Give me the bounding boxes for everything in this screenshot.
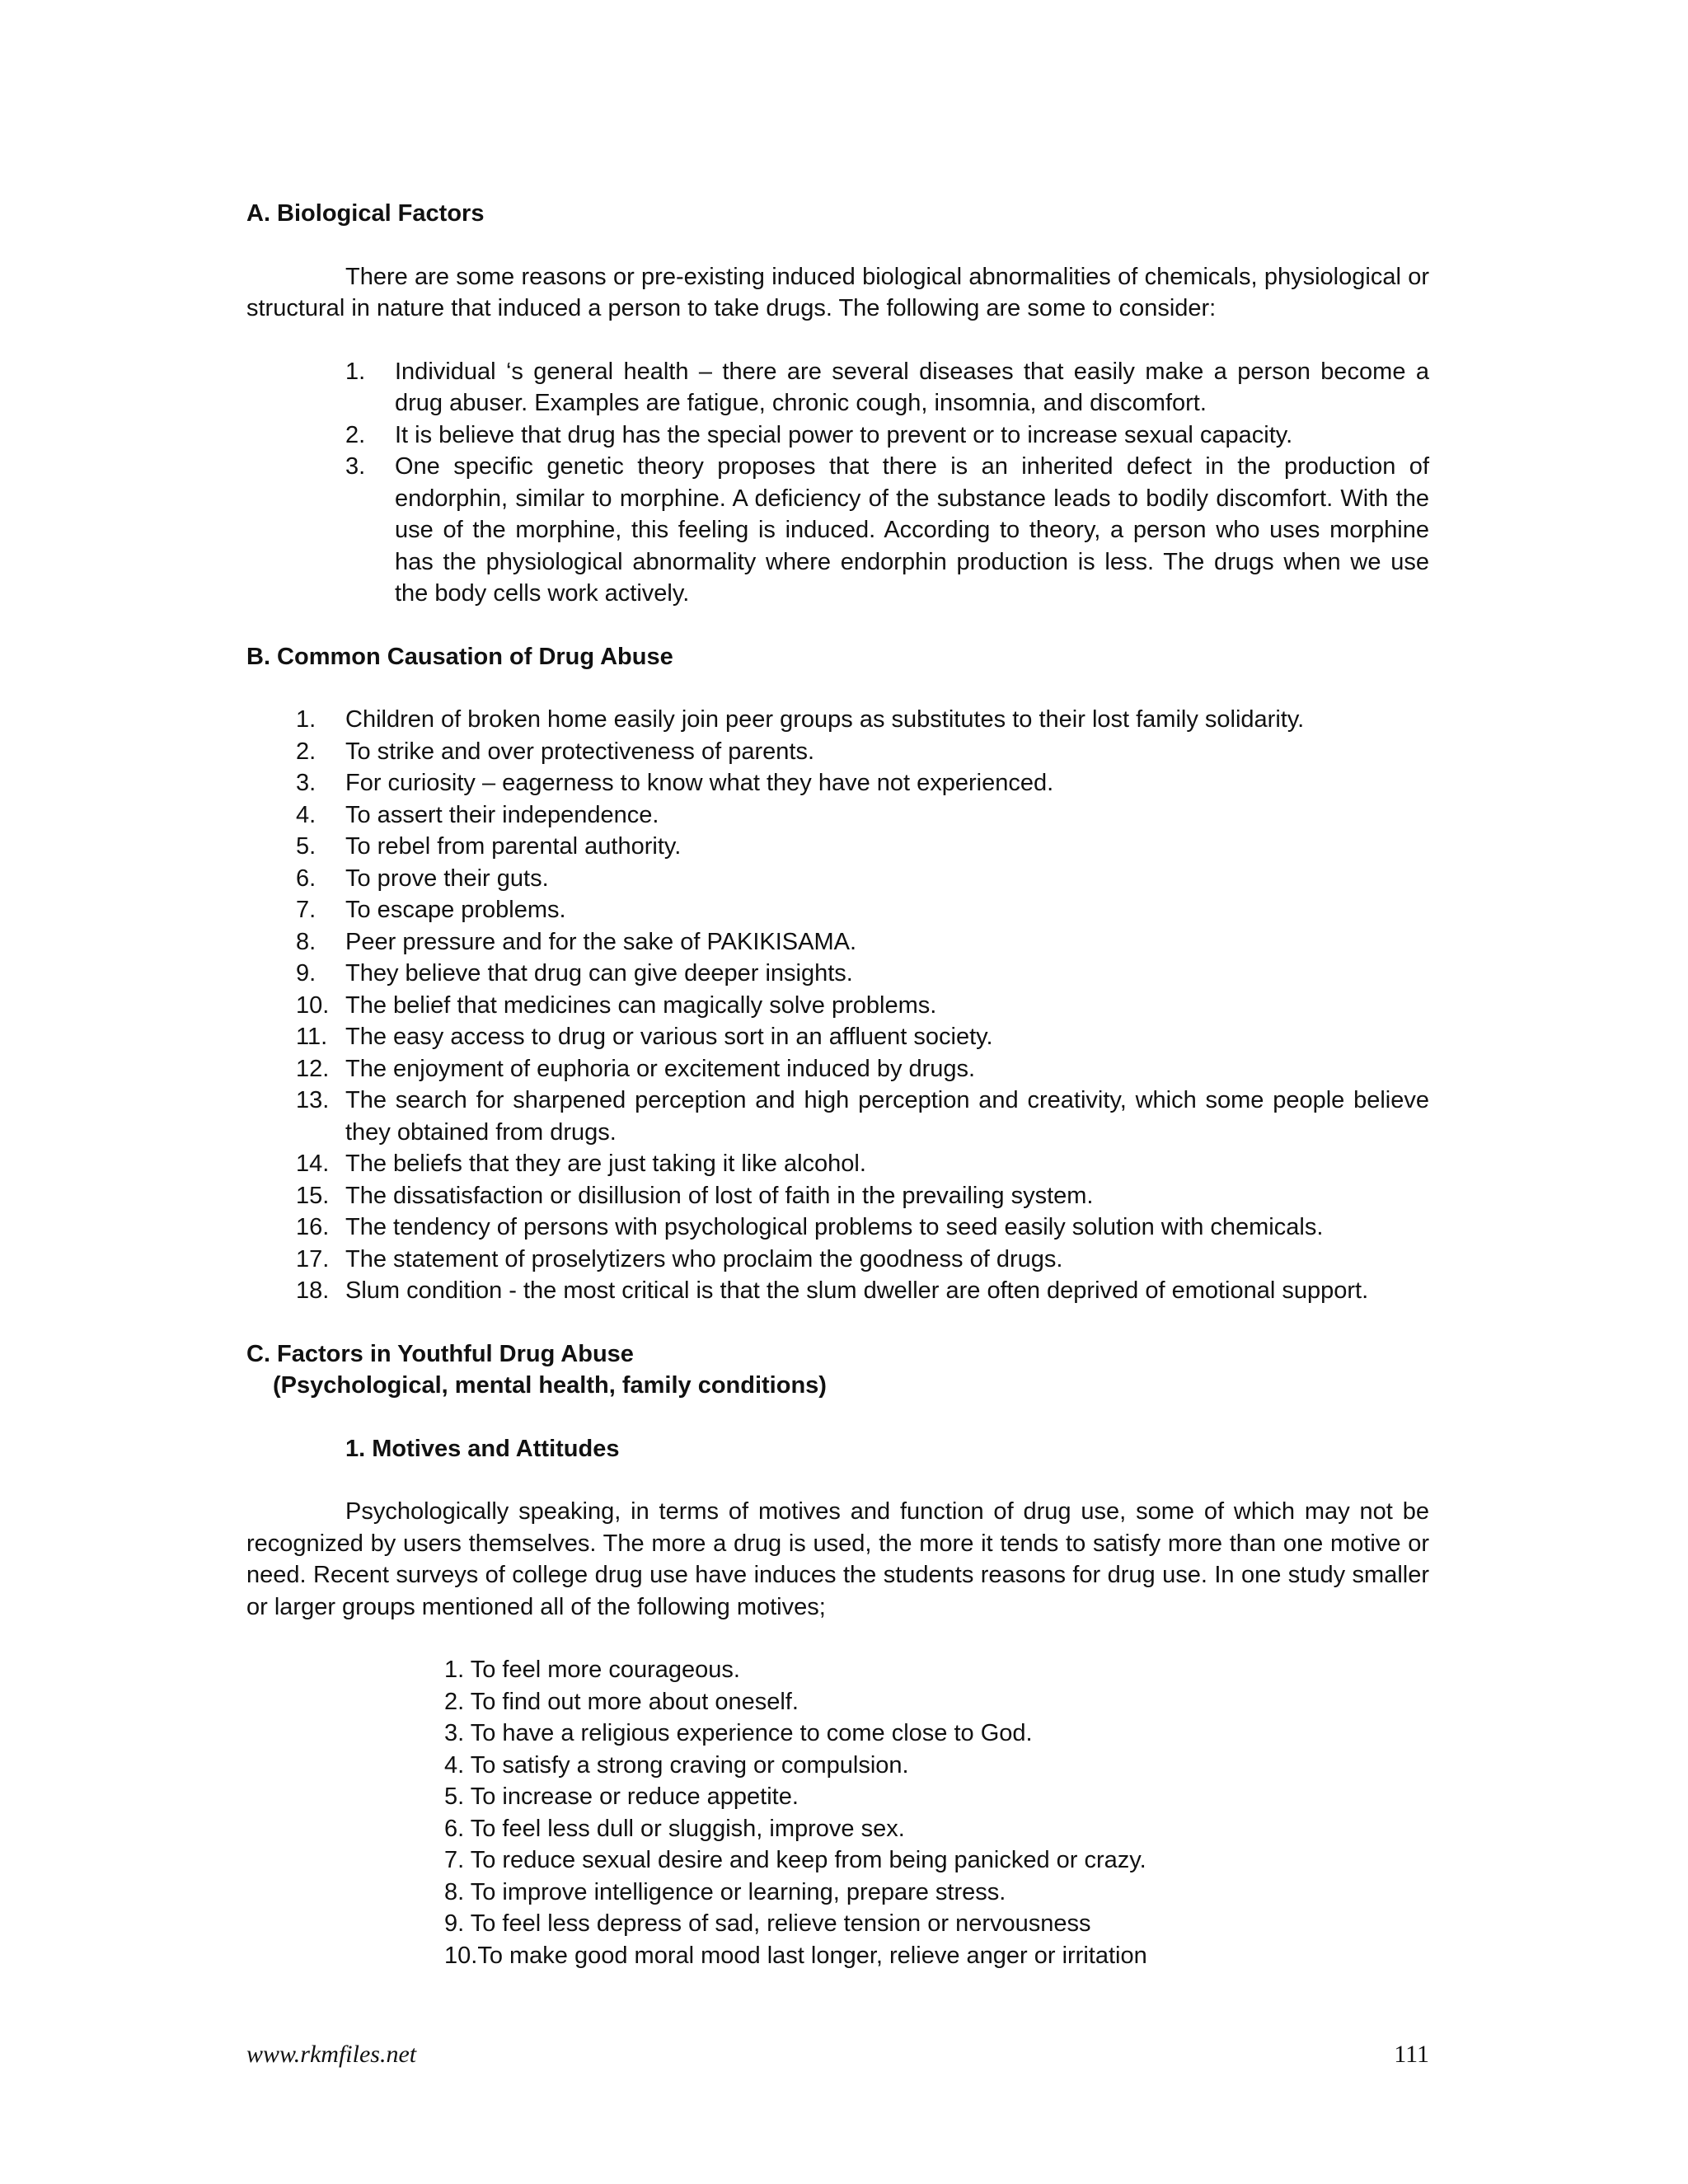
list-number: 1. (345, 358, 366, 385)
list-text: To strike and over protectiveness of parents. (345, 738, 815, 765)
list-number: 2. (296, 738, 316, 765)
list-text: It is believe that drug has the special power to prevent or to increase sexual capacity. (395, 421, 1293, 448)
list-item (296, 1244, 1429, 1276)
list-number: 18. (296, 1277, 330, 1304)
list-item (296, 799, 1429, 832)
motives-heading: 1. Motives and Attitudes (345, 1435, 620, 1462)
list-number: 16. (296, 1214, 330, 1240)
list-number: 10. (296, 991, 330, 1019)
list-item: 8. To improve intelligence or learning, prepare stress. (444, 1878, 1006, 1905)
list-item: 6. To feel less dull or sluggish, improve sex. (444, 1815, 905, 1842)
list-item (296, 958, 1429, 990)
list-text: For curiosity – eagerness to know what they have not experienced. (345, 770, 1054, 796)
list-text: They believe that drug can give deeper insights. (345, 960, 853, 987)
list-number: 1. (296, 706, 316, 733)
section-b-heading: B. Common Causation of Drug Abuse (246, 643, 673, 670)
list-item (296, 863, 1429, 895)
list-text: Children of broken home easily join peer groups as substitutes to their lost family solidarity. (345, 706, 1305, 733)
list-item (296, 1085, 1429, 1148)
list-item (296, 1275, 1429, 1307)
list-number: 9. (296, 960, 316, 987)
list-item: 5. To increase or reduce appetite. (444, 1783, 799, 1810)
list-number: 17. (296, 1245, 330, 1272)
list-text: Individual ‘s general health – there are several diseases that easily make a person become a drug abuser. Examples are fatigue, chronic cough, insomnia, and discomfort. (395, 358, 1429, 416)
list-text: The statement of proselytizers who proclaim the goodness of drugs. (345, 1245, 1063, 1272)
list-text: The belief that medicines can magically solve problems. (345, 991, 937, 1019)
list-item (296, 990, 1429, 1022)
list-text: To assert their independence. (345, 801, 659, 828)
motives-list (246, 1654, 1429, 1971)
list-number: 5. (296, 833, 316, 860)
list-text: Peer pressure and for the sake of PAKIKISAMA. (345, 928, 857, 955)
section-a-list (246, 356, 1429, 610)
list-item (296, 1053, 1429, 1085)
section-a-intro: There are some reasons or pre-existing induced biological abnormalities of chemicals, physiological or structural in nature that induced a person to take drugs. The following are some to consider: (246, 263, 1429, 321)
section-a-heading: A. Biological Factors (246, 200, 485, 227)
list-item: 1. To feel more courageous. (444, 1657, 740, 1683)
list-text: The search for sharpened perception and high perception and creativity, which some people believe they obtained from drugs. (345, 1087, 1429, 1146)
list-number: 14. (296, 1151, 330, 1177)
list-item (296, 926, 1429, 958)
list-item (345, 419, 1429, 452)
section-b-list (246, 704, 1429, 1307)
list-number: 8. (296, 928, 316, 955)
list-text: One specific genetic theory proposes that there is an inherited defect in the production of endorphin, similar to morphine. A deficiency of the substance leads to bodily discomfort. With the use of the morphine, this feeling is induced. According to theory, a person who uses morphine has the physiological abnormality where endorphin production is less. The drugs when we use the body cells work actively. (395, 453, 1429, 607)
list-number: 7. (296, 897, 316, 923)
list-number: 3. (345, 453, 366, 480)
list-item: 9. To feel less depress of sad, relieve tension or nervousness (444, 1910, 1091, 1937)
footer-website: www.rkmfiles.net (246, 2041, 417, 2068)
list-item (296, 1021, 1429, 1053)
list-item: 7. To reduce sexual desire and keep from being panicked or crazy. (444, 1847, 1146, 1873)
list-item (296, 1148, 1429, 1180)
list-item: 3. To have a religious experience to come close to God. (444, 1720, 1033, 1746)
list-number: 15. (296, 1182, 330, 1209)
page-footer (246, 2039, 1429, 2071)
list-item: 4. To satisfy a strong craving or compulsion. (444, 1751, 909, 1779)
page-number: 111 (1394, 2041, 1429, 2068)
list-number: 2. (345, 421, 366, 448)
list-item (296, 831, 1429, 863)
list-number: 3. (296, 770, 316, 796)
list-item (345, 356, 1429, 419)
list-number: 4. (296, 801, 316, 828)
list-text: The dissatisfaction or disillusion of lost of faith in the prevailing system. (345, 1182, 1094, 1209)
list-text: Slum condition - the most critical is that the slum dweller are often deprived of emotional support. (345, 1277, 1369, 1304)
list-text: The tendency of persons with psychological problems to seed easily solution with chemicals. (345, 1214, 1324, 1240)
section-c-subheading: (Psychological, mental health, family conditions) (273, 1372, 827, 1399)
list-item: 2. To find out more about oneself. (444, 1688, 799, 1715)
list-item (296, 767, 1429, 799)
list-item (296, 1212, 1429, 1244)
list-text: To prove their guts. (345, 865, 549, 892)
list-item (296, 894, 1429, 926)
list-item (345, 451, 1429, 610)
list-number: 12. (296, 1055, 330, 1082)
section-c-intro: Psychologically speaking, in terms of motives and function of drug use, some of which may not be recognized by users themselves. The more a drug is used, the more it tends to satisfy more than one motive or need. Recent surveys of college drug use have induces the students reasons for drug use. In one study smaller or larger groups mentioned all of the following motives; (246, 1498, 1429, 1620)
list-number: 11. (296, 1024, 328, 1050)
list-number: 6. (296, 865, 316, 892)
list-item (296, 704, 1429, 736)
list-text: To escape problems. (345, 897, 566, 923)
list-item (296, 1180, 1429, 1212)
list-text: The beliefs that they are just taking it like alcohol. (345, 1151, 866, 1177)
section-c-heading: C. Factors in Youthful Drug Abuse (246, 1340, 634, 1367)
list-text: The enjoyment of euphoria or excitement induced by drugs. (345, 1055, 976, 1082)
list-text: To rebel from parental authority. (345, 833, 682, 860)
list-text: The easy access to drug or various sort in an affluent society. (345, 1024, 993, 1050)
list-item: 10.To make good moral mood last longer, relieve anger or irritation (444, 1942, 1147, 1969)
list-number: 13. (296, 1087, 330, 1113)
list-item (296, 736, 1429, 768)
